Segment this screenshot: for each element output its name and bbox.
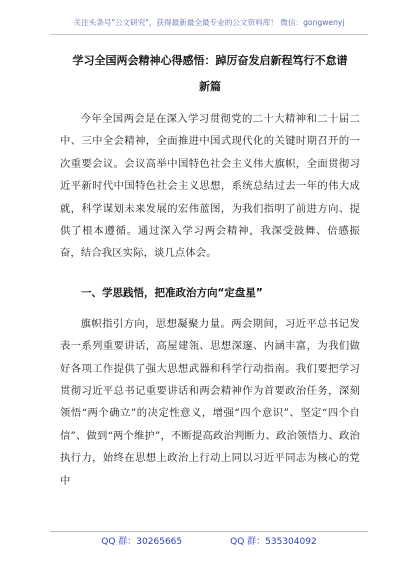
footer-qq-group-1: QQ 群：30265665 [101,537,183,547]
page-footer [50,531,368,547]
section-1-paragraph: 旗帜指引方向，思想凝聚力量。两会期间，习近平总书记发表一系列重要讲话，高屋建瓴、思想深邃、内涵丰富，为我们做好各项工作提供了强大思想武器和科学行动指南。我们要把学习贯彻习近平总书记重要讲话和两会精神作为首要政治任务，深刻领悟“两个确立”的决定性意义，增强“四个意识”、坚定“四个自信”、做到“两个维护”，不断提高政治判断力、政治领悟力、政治执行力，始终在思想上政治上行动上同以习近平同志为核心的党中 [60,317,360,487]
footer-qq-group-2: QQ 群：535304092 [230,537,317,547]
document-body [60,48,360,492]
document-title-line-1: 学习全国两会精神心得感悟：踔厉奋发启新程笃行不怠谱 [72,54,348,67]
document-title-line-2: 新篇 [199,80,221,93]
intro-paragraph: 今年全国两会是在深入学习贯彻党的二十大精神和二十届二中、三中全会精神，全面推进中国式现代化的关键时期召开的一次重要会议。会议高举中国特色社会主义伟大旗帜，全面贯彻习近平新时代中国特色社会主义思想，系统总结过去一年的伟大成就，科学谋划未来发展的宏伟蓝图，为我们指明了前进方向、提供了根本遵循。通过深入学习两会精神，我深受鼓舞、倍感振奋，结合我区实际，谈几点体会。 [60,113,360,260]
header-promo-text: 关注头条号"公文研究"，获得最新最全最专业的公文资料库！ 微信：gongwenyj [73,18,345,27]
section-1-heading: 一、学思践悟，把准政治方向“定盘星” [81,286,263,299]
page-header [50,10,368,35]
